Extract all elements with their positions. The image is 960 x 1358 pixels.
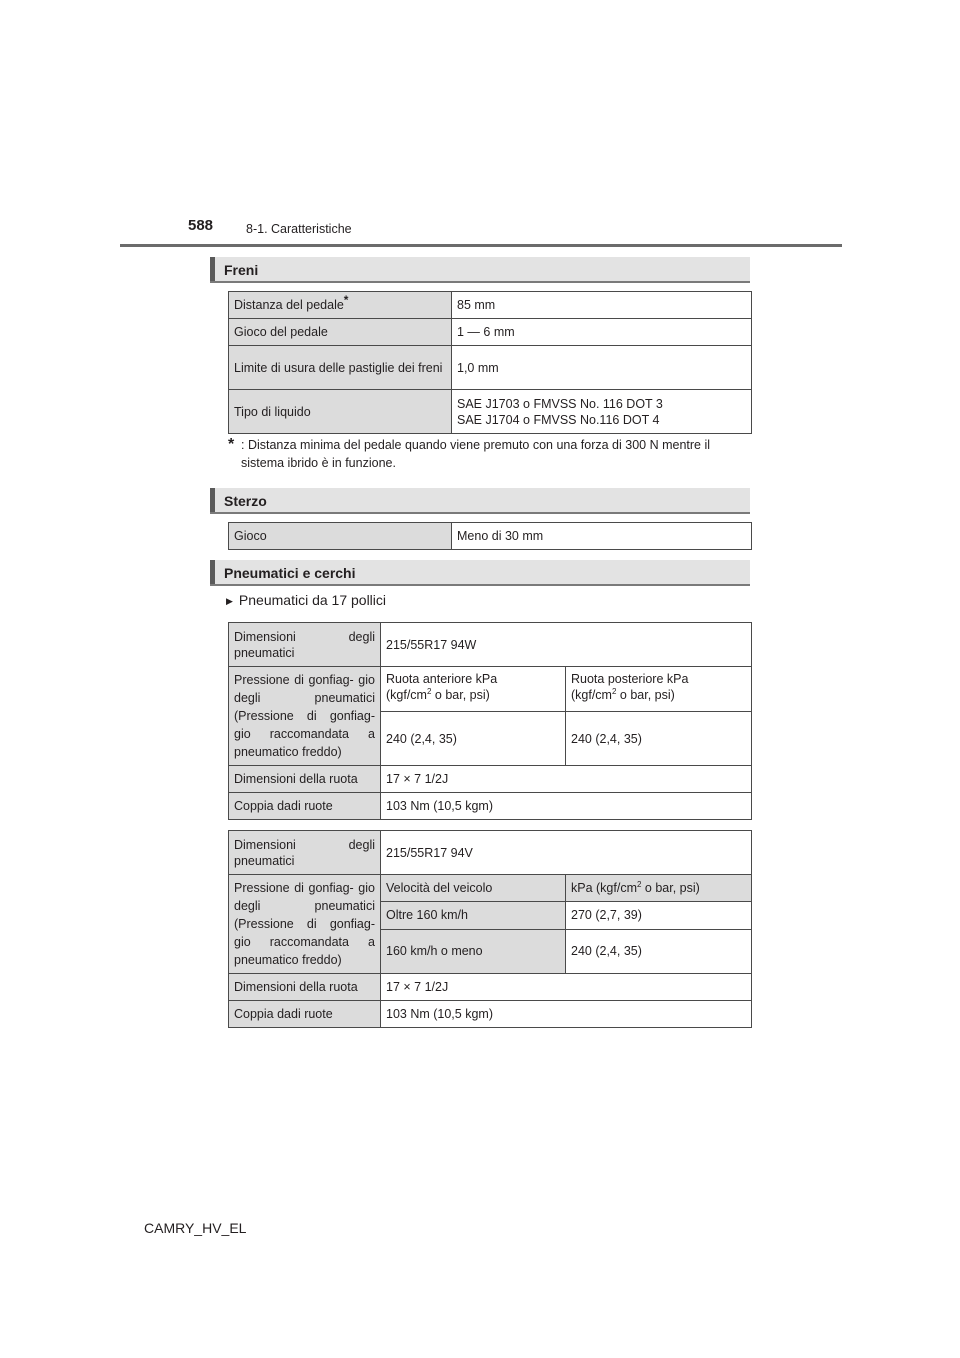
subheading: ▶ Pneumatici da 17 pollici <box>226 592 387 608</box>
section-heading-pneumatici <box>210 560 750 586</box>
tires-table-94w <box>228 622 752 820</box>
section-heading-freni <box>210 257 750 283</box>
table-row <box>229 667 752 712</box>
value-line: SAE J1703 o FMVSS No. 116 DOT 3 <box>457 396 663 411</box>
row-label: Gioco <box>229 523 452 550</box>
row-value: 215/55R17 94V <box>381 831 752 875</box>
row-value: 240 (2,4, 35) <box>566 712 752 766</box>
row-value: 270 (2,7, 39) <box>566 902 752 929</box>
footnote-line: sistema ibrido è in funzione. <box>241 456 396 470</box>
row-label: Pressione di gonfiag- gio degli pneumatici (Pressione di gonfiag- gio raccomandata a pneumatico freddo) <box>229 667 381 766</box>
row-value: 215/55R17 94W <box>381 623 752 667</box>
table-row <box>229 875 752 902</box>
row-value: 103 Nm (10,5 kgm) <box>381 793 752 820</box>
table-row <box>229 831 752 875</box>
row-value: 17 × 7 1/2J <box>381 766 752 793</box>
table-row <box>229 346 752 390</box>
row-value <box>452 390 752 434</box>
header-rule <box>120 244 842 247</box>
value-line: SAE J1704 o FMVSS No.116 DOT 4 <box>457 412 660 427</box>
asterisk-mark: * <box>343 292 349 307</box>
table-row <box>229 1001 752 1028</box>
column-header: Ruota posteriore kPa ($kgf/cm^2$ o bar, psi) <box>566 667 752 712</box>
triangle-bullet-icon: ▶ <box>226 596 233 606</box>
table-row <box>229 793 752 820</box>
row-label: Dimensioni della ruota <box>229 974 381 1001</box>
row-label: Limite di usura delle pastiglie dei freni <box>229 346 452 390</box>
row-value: 240 (2,4, 35) <box>566 929 752 973</box>
row-label: Tipo di liquido <box>229 390 452 434</box>
table-row <box>229 523 752 550</box>
footnote <box>228 436 750 472</box>
section-title: Pneumatici e cerchi <box>224 565 356 581</box>
section-heading-sterzo <box>210 488 750 514</box>
row-label: Pressione di gonfiag- gio degli pneumatici (Pressione di gonfiag- gio raccomandata a pneumatico freddo) <box>229 875 381 974</box>
row-label: Dimensioni degli pneumatici <box>229 831 381 875</box>
table-row <box>229 974 752 1001</box>
table-row <box>229 319 752 346</box>
table-row <box>229 623 752 667</box>
row-label: Dimensioni degli pneumatici <box>229 623 381 667</box>
column-header: kPa ($kgf/cm^2$ o bar, psi) <box>566 875 752 902</box>
footnote-line: : Distanza minima del pedale quando viene premuto con una forza di 300 N mentre il <box>241 438 711 452</box>
row-value: 85 mm <box>452 292 752 319</box>
document-code: CAMRY_HV_EL <box>144 1220 247 1236</box>
table-row <box>229 766 752 793</box>
section-title: Sterzo <box>224 493 267 509</box>
table-row <box>229 292 752 319</box>
row-value: 103 Nm (10,5 kgm) <box>381 1001 752 1028</box>
row-label: Coppia dadi ruote <box>229 793 381 820</box>
row-value: 240 (2,4, 35) <box>381 712 566 766</box>
brakes-table <box>228 291 752 434</box>
row-value: 160 km/h o meno <box>381 929 566 973</box>
section-title: Freni <box>224 262 259 278</box>
column-header: Ruota anteriore kPa ($kgf/cm^2$ o bar, psi) <box>381 667 566 712</box>
footnote-asterisk: * <box>228 436 235 453</box>
row-value: 1 — 6 mm <box>452 319 752 346</box>
row-label: Gioco del pedale <box>229 319 452 346</box>
table-row <box>229 390 752 434</box>
row-value: 17 × 7 1/2J <box>381 974 752 1001</box>
tires-table-94v <box>228 830 752 1028</box>
chapter-title: 8-1. Caratteristiche <box>246 222 352 236</box>
row-label: Distanza del pedale* <box>229 292 452 319</box>
page-number: 588 <box>188 217 214 234</box>
column-header: Velocità del veicolo <box>381 875 566 902</box>
row-value: 1,0 mm <box>452 346 752 390</box>
row-label: Coppia dadi ruote <box>229 1001 381 1028</box>
steering-table <box>228 522 752 550</box>
row-value: Oltre 160 km/h <box>381 902 566 929</box>
row-value: Meno di 30 mm <box>452 523 752 550</box>
row-label: Dimensioni della ruota <box>229 766 381 793</box>
